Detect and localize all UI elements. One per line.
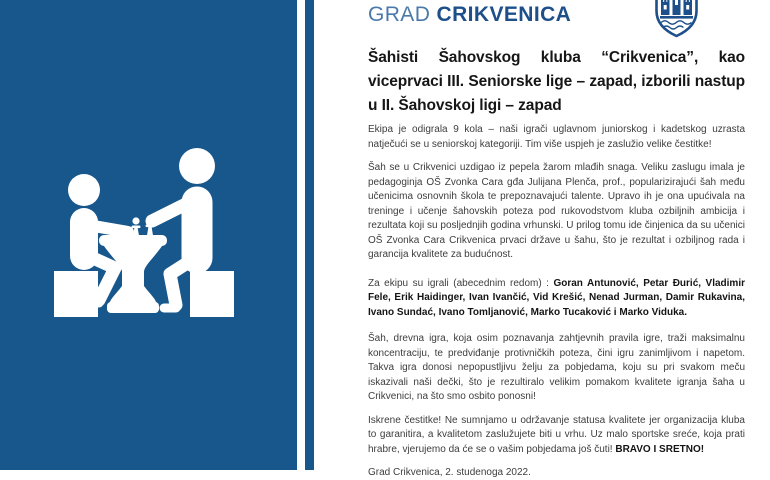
dateline: Grad Crikvenica, 2. studenoga 2022. [368, 467, 531, 478]
left-blue-panel [0, 0, 297, 470]
paragraph-text: Šah, drevna igra, koja osim poznavanja zahtjevnih pravila igre, traži maksimalnu koncentraciju, te predviđanje protivničkih poteza, čini igru zanimljivom i napetom. Takva igra donosi nepopustljivu želju za pobjedama, koju su pri svakom meču iskazivali naši dečki, što je rezultiralo velikim pomakom kvalitete igranja šaha u Crikvenici, na što smo osbito ponosni! [368, 333, 745, 402]
brand-name: CRIKVENICA [436, 3, 572, 26]
paragraph-history [368, 161, 745, 263]
article [368, 0, 745, 480]
brand-logotype [368, 0, 745, 27]
article-title: Šahisti Šahovskog kluba “Crikvenica”, kao viceprvaci III. Seniorske lige – zapad, izborili nastup u II. Šahovskoj ligi – zapad [368, 49, 745, 114]
roster-names: Goran Antunović, Petar Đurić, Vladimir Fele, Erik Haidinger, Ivan Ivančić, Vid Krešić, Nenad Jurman, Damir Rukavina, Ivano Sundać, Ivano Tomljanović, Marko Tucaković i Marko Viduka. [368, 277, 745, 318]
vertical-divider-stripe [305, 0, 314, 470]
paragraph-about-game [368, 332, 745, 405]
congrats-lead: Iskrene čestitke! Ne sumnjamo u održavanje statusa kvalitete jer organizacija kluba to garanitira, a kvalitetom zaslužujete biti u vrhu. Uz malo sportske sreće, koja prati hrabre, vjerujemo da će se o vašim pobjedama još čuti! [368, 414, 745, 455]
congrats-slogan: BRAVO I SRETNO! [615, 443, 705, 455]
paragraph-intro [368, 123, 745, 152]
chess-players-icon [0, 0, 297, 470]
paragraph-roster [368, 277, 745, 321]
paragraph-text: Šah se u Crikvenici uzdigao iz pepela žarom mlađih snaga. Veliku zaslugu imala je pedagoginja OŠ Zvonka Cara gđa Julijana Plenča, prof., popularizirajući šah među učenicima osnovnih škola te prepoznavajući talente. Upravo ih je ona upućivala na treninge i učenje šahovskih poteza pod rukovodstvom kluba ozbiljnih ambicija i rezultata koji su posljednjih godina vrhunski. U prilog tomu ide činjenica da su učenici OŠ Zvonka Cara Crikvenica prvaci države u šahu, što je rezultat i ozbiljnog rada i garancija kvalitete za budućnost. [368, 162, 745, 260]
brand-prefix: GRAD [368, 3, 431, 26]
roster-lead: Za ekipu su igrali (abecednim redom) : [368, 277, 554, 289]
paragraph-text: Ekipa je odigrala 9 kola – naši igrači uglavnom juniorskog i kadetskog uzrasta natječući se u seniorskoj kategoriji. Tim više uspjeh je zaslužio velike čestitke! [368, 124, 745, 150]
paragraph-congratulations [368, 414, 745, 458]
